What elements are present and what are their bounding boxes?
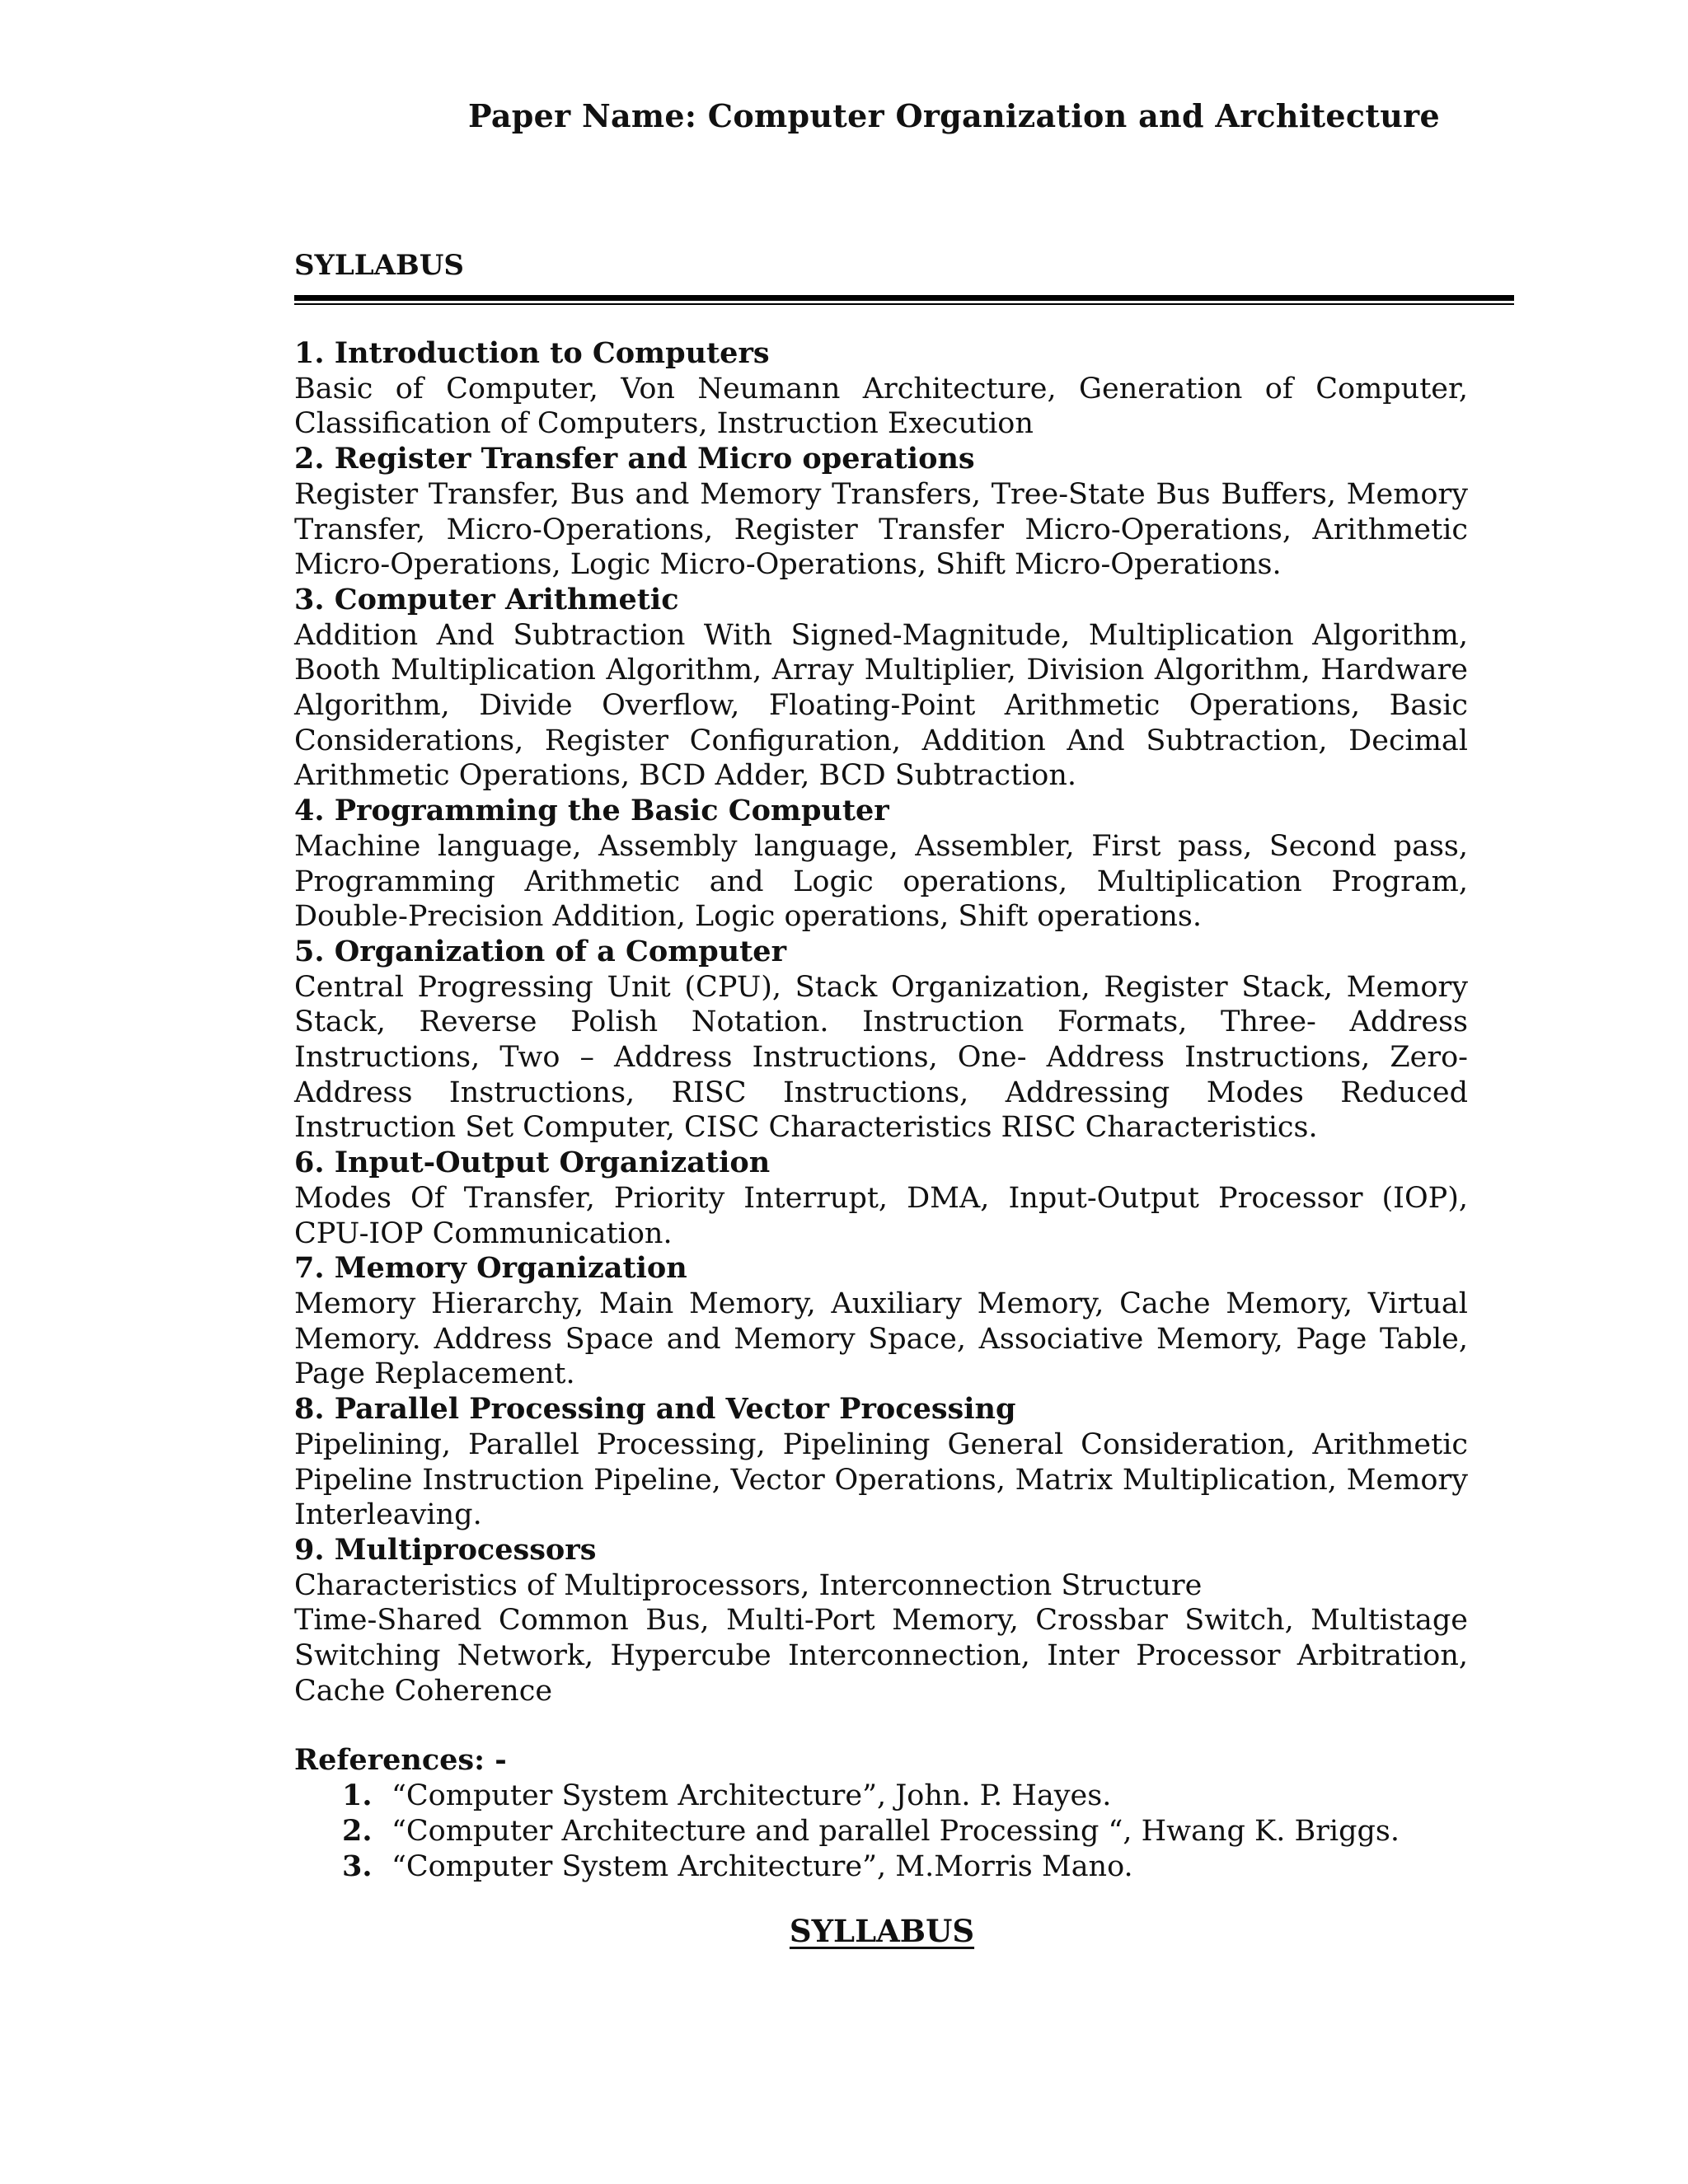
paper-title: Paper Name: Computer Organization and Architecture: [468, 97, 1440, 134]
unit-3: [294, 583, 1468, 794]
unit-8: [294, 1392, 1468, 1533]
unit-body: Pipelining, Parallel Processing, Pipelining General Consideration, Arithmetic Pipeline Instruction Pipeline, Vector Operations, Matrix Multiplication, Memory Interleaving.: [294, 1427, 1468, 1532]
unit-2: [294, 442, 1468, 583]
unit-title: 5. Organization of a Computer: [294, 934, 787, 968]
unit-body: Register Transfer, Bus and Memory Transfers, Tree-State Bus Buffers, Memory Transfer, Micro-Operations, Register Transfer Micro-Operations, Arithmetic Micro-Operations, Logic Micro-Operations, Shift Micro-Operations.: [294, 477, 1468, 582]
references-heading: References: -: [294, 1743, 507, 1778]
unit-body: Addition And Subtraction With Signed-Magnitude, Multiplication Algorithm, Booth Multiplication Algorithm, Array Multiplier, Division Algorithm, Hardware Algorithm, Divide Overflow, Floating-Point Arithmetic Operations, Basic Considerations, Register Configuration, Addition And Subtraction, Decimal Arithmetic Operations, BCD Adder, BCD Subtraction.: [294, 618, 1468, 793]
references-list: [294, 1779, 1468, 1884]
unit-body: Modes Of Transfer, Priority Interrupt, DMA, Input-Output Processor (IOP), CPU-IOP Communication.: [294, 1181, 1468, 1250]
reference-text: “Computer System Architecture”, M.Morris Mano.: [392, 1849, 1133, 1883]
unit-body: Memory Hierarchy, Main Memory, Auxiliary Memory, Cache Memory, Virtual Memory. Address Space and Memory Space, Associative Memory, Page Table, Page Replacement.: [294, 1286, 1468, 1391]
reference-text: “Computer System Architecture”, John. P. Hayes.: [392, 1779, 1112, 1813]
unit-6: [294, 1146, 1468, 1251]
rule-thin-line: [294, 303, 1514, 305]
unit-title: 7. Memory Organization: [294, 1251, 687, 1286]
unit-title: 9. Multiprocessors: [294, 1532, 597, 1567]
reference-text: “Computer Architecture and parallel Processing “, Hwang K. Briggs.: [392, 1814, 1400, 1848]
unit-5: [294, 935, 1468, 1146]
unit-body-continued: Time-Shared Common Bus, Multi-Port Memory, Crossbar Switch, Multistage Switching Network, Hypercube Interconnection, Inter Processor Arbitration, Cache Coherence: [294, 1604, 1468, 1708]
unit-7: [294, 1251, 1468, 1392]
unit-body: Basic of Computer, Von Neumann Architecture, Generation of Computer, Classification of Computers, Instruction Execution: [294, 372, 1468, 441]
unit-body: Machine language, Assembly language, Assembler, First pass, Second pass, Programming Arithmetic and Logic operations, Multiplication Program, Double-Precision Addition, Logic operations, Shift operations.: [294, 829, 1468, 934]
reference-item: [294, 1849, 1468, 1885]
unit-body: Characteristics of Multiprocessors, Interconnection Structure: [294, 1568, 1203, 1602]
syllabus-content: [294, 336, 1468, 1884]
reference-number: 3.: [342, 1849, 373, 1883]
unit-title: 6. Input-Output Organization: [294, 1146, 771, 1180]
unit-title: 1. Introduction to Computers: [294, 336, 770, 370]
unit-1: [294, 336, 1468, 442]
unit-9: [294, 1533, 1468, 1709]
unit-4: [294, 794, 1468, 935]
unit-title: 4. Programming the Basic Computer: [294, 794, 889, 828]
reference-number: 2.: [342, 1813, 373, 1848]
footer-syllabus-heading: SYLLABUS: [789, 1913, 975, 1949]
unit-body: Central Progressing Unit (CPU), Stack Organization, Register Stack, Memory Stack, Reverse Polish Notation. Instruction Formats, Three- Address Instructions, Two – Address Instructions, One- Address Instructions, Zero-Address Instructions, RISC Instructions, Addressing Modes Reduced Instruction Set Computer, CISC Characteristics RISC Characteristics.: [294, 970, 1468, 1145]
unit-title: 3. Computer Arithmetic: [294, 582, 679, 616]
syllabus-heading: SYLLABUS: [294, 249, 464, 282]
double-rule-divider: [294, 295, 1514, 305]
unit-title: 2. Register Transfer and Micro operations: [294, 442, 975, 476]
reference-number: 1.: [342, 1779, 373, 1813]
reference-item: [294, 1779, 1468, 1814]
unit-title: 8. Parallel Processing and Vector Processing: [294, 1392, 1016, 1427]
rule-thick-line: [294, 295, 1514, 301]
reference-item: [294, 1814, 1468, 1849]
